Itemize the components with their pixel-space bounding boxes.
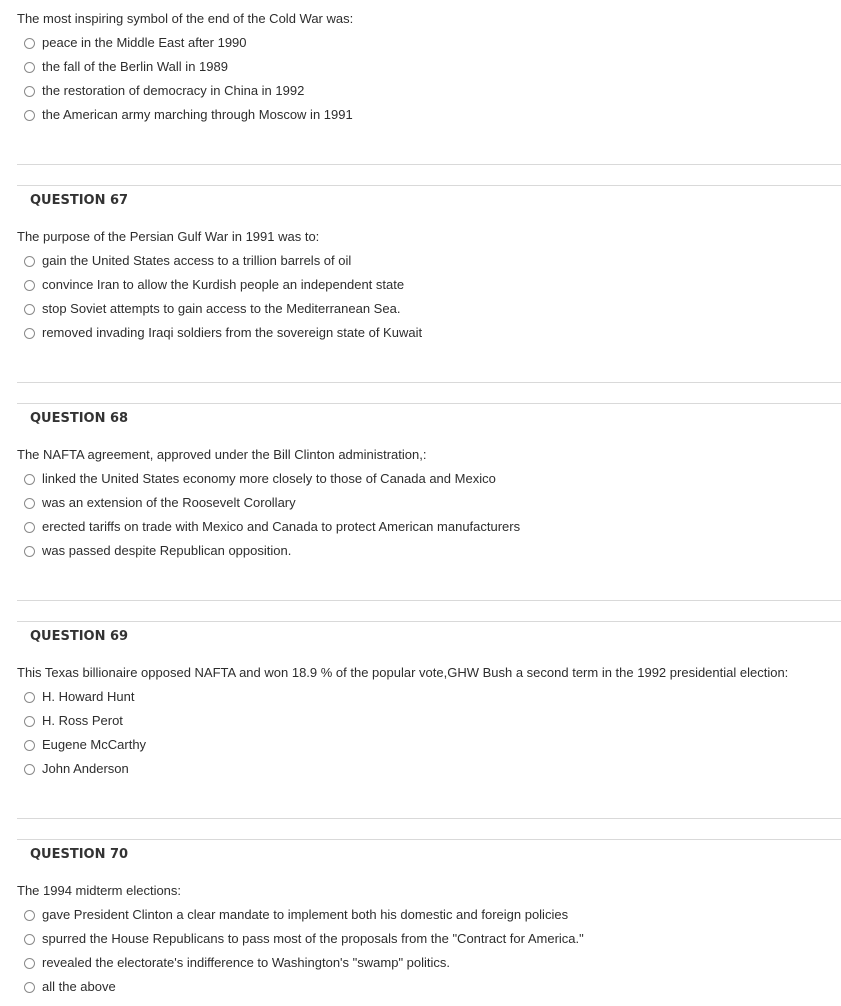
- radio-button-icon[interactable]: [24, 692, 35, 703]
- answer-option[interactable]: [24, 495, 296, 511]
- radio-button-icon[interactable]: [24, 546, 35, 557]
- answer-option[interactable]: [24, 59, 228, 75]
- radio-button-icon[interactable]: [24, 280, 35, 291]
- answer-option[interactable]: [24, 519, 520, 535]
- question-prompt: The most inspiring symbol of the end of the Cold War was:: [17, 11, 354, 26]
- answer-option[interactable]: [24, 301, 400, 317]
- question-title: QUESTION 70: [30, 847, 129, 862]
- radio-button-icon[interactable]: [24, 522, 35, 533]
- answer-label: all the above: [42, 979, 116, 994]
- radio-button-icon[interactable]: [24, 256, 35, 267]
- answer-option[interactable]: [24, 761, 129, 777]
- answer-option[interactable]: [24, 35, 247, 51]
- answer-label: spurred the House Republicans to pass most of the proposals from the "Contract for America.": [42, 931, 584, 946]
- section-divider: [17, 185, 841, 186]
- answer-label: convince Iran to allow the Kurdish people an independent state: [42, 277, 405, 292]
- radio-button-icon[interactable]: [24, 910, 35, 921]
- radio-button-icon[interactable]: [24, 86, 35, 97]
- section-divider: [17, 818, 841, 819]
- question-prompt: The NAFTA agreement, approved under the Bill Clinton administration,:: [17, 447, 427, 462]
- answer-label: stop Soviet attempts to gain access to the Mediterranean Sea.: [42, 301, 401, 316]
- answer-option[interactable]: [24, 83, 304, 99]
- answer-label: Eugene McCarthy: [42, 737, 147, 752]
- section-divider: [17, 600, 841, 601]
- answer-label: was passed despite Republican opposition.: [42, 543, 292, 558]
- answer-label: H. Howard Hunt: [42, 689, 135, 704]
- answer-option[interactable]: [24, 471, 496, 487]
- radio-button-icon[interactable]: [24, 958, 35, 969]
- radio-button-icon[interactable]: [24, 982, 35, 993]
- answer-option[interactable]: [24, 543, 291, 559]
- section-divider: [17, 403, 841, 404]
- answer-label: the American army marching through Moscow in 1991: [42, 107, 353, 122]
- answer-option[interactable]: [24, 253, 351, 269]
- answer-label: linked the United States economy more closely to those of Canada and Mexico: [42, 471, 496, 486]
- answer-label: removed invading Iraqi soldiers from the sovereign state of Kuwait: [42, 325, 423, 340]
- question-title: QUESTION 67: [30, 193, 129, 208]
- section-divider: [17, 621, 841, 622]
- answer-option[interactable]: [24, 325, 422, 341]
- question-prompt: This Texas billionaire opposed NAFTA and won 18.9 % of the popular vote,GHW Bush a second term in the 1992 presidential election:: [17, 665, 789, 680]
- answer-option[interactable]: [24, 955, 450, 971]
- radio-button-icon[interactable]: [24, 740, 35, 751]
- answer-option[interactable]: [24, 931, 584, 947]
- section-divider: [17, 839, 841, 840]
- radio-button-icon[interactable]: [24, 934, 35, 945]
- answer-label: peace in the Middle East after 1990: [42, 35, 247, 50]
- answer-label: gain the United States access to a trillion barrels of oil: [42, 253, 352, 268]
- question-title: QUESTION 68: [30, 411, 129, 426]
- answer-option[interactable]: [24, 979, 116, 995]
- answer-option[interactable]: [24, 277, 404, 293]
- answer-label: gave President Clinton a clear mandate to implement both his domestic and foreign policies: [42, 907, 569, 922]
- radio-button-icon[interactable]: [24, 328, 35, 339]
- radio-button-icon[interactable]: [24, 474, 35, 485]
- radio-button-icon[interactable]: [24, 110, 35, 121]
- radio-button-icon[interactable]: [24, 716, 35, 727]
- question-title: QUESTION 69: [30, 629, 129, 644]
- answer-label: John Anderson: [42, 761, 129, 776]
- answer-option[interactable]: [24, 689, 134, 705]
- answer-option[interactable]: [24, 907, 568, 923]
- radio-button-icon[interactable]: [24, 498, 35, 509]
- section-divider: [17, 382, 841, 383]
- answer-option[interactable]: [24, 107, 353, 123]
- answer-label: was an extension of the Roosevelt Corollary: [42, 495, 296, 510]
- answer-label: the restoration of democracy in China in 1992: [42, 83, 305, 98]
- answer-label: revealed the electorate's indifference to Washington's "swamp" politics.: [42, 955, 451, 970]
- answer-label: erected tariffs on trade with Mexico and Canada to protect American manufacturers: [42, 519, 521, 534]
- radio-button-icon[interactable]: [24, 62, 35, 73]
- radio-button-icon[interactable]: [24, 764, 35, 775]
- radio-button-icon[interactable]: [24, 304, 35, 315]
- answer-label: the fall of the Berlin Wall in 1989: [42, 59, 228, 74]
- section-divider: [17, 164, 841, 165]
- answer-option[interactable]: [24, 713, 123, 729]
- radio-button-icon[interactable]: [24, 38, 35, 49]
- question-prompt: The 1994 midterm elections:: [17, 883, 182, 898]
- answer-label: H. Ross Perot: [42, 713, 123, 728]
- answer-option[interactable]: [24, 737, 146, 753]
- question-prompt: The purpose of the Persian Gulf War in 1991 was to:: [17, 229, 320, 244]
